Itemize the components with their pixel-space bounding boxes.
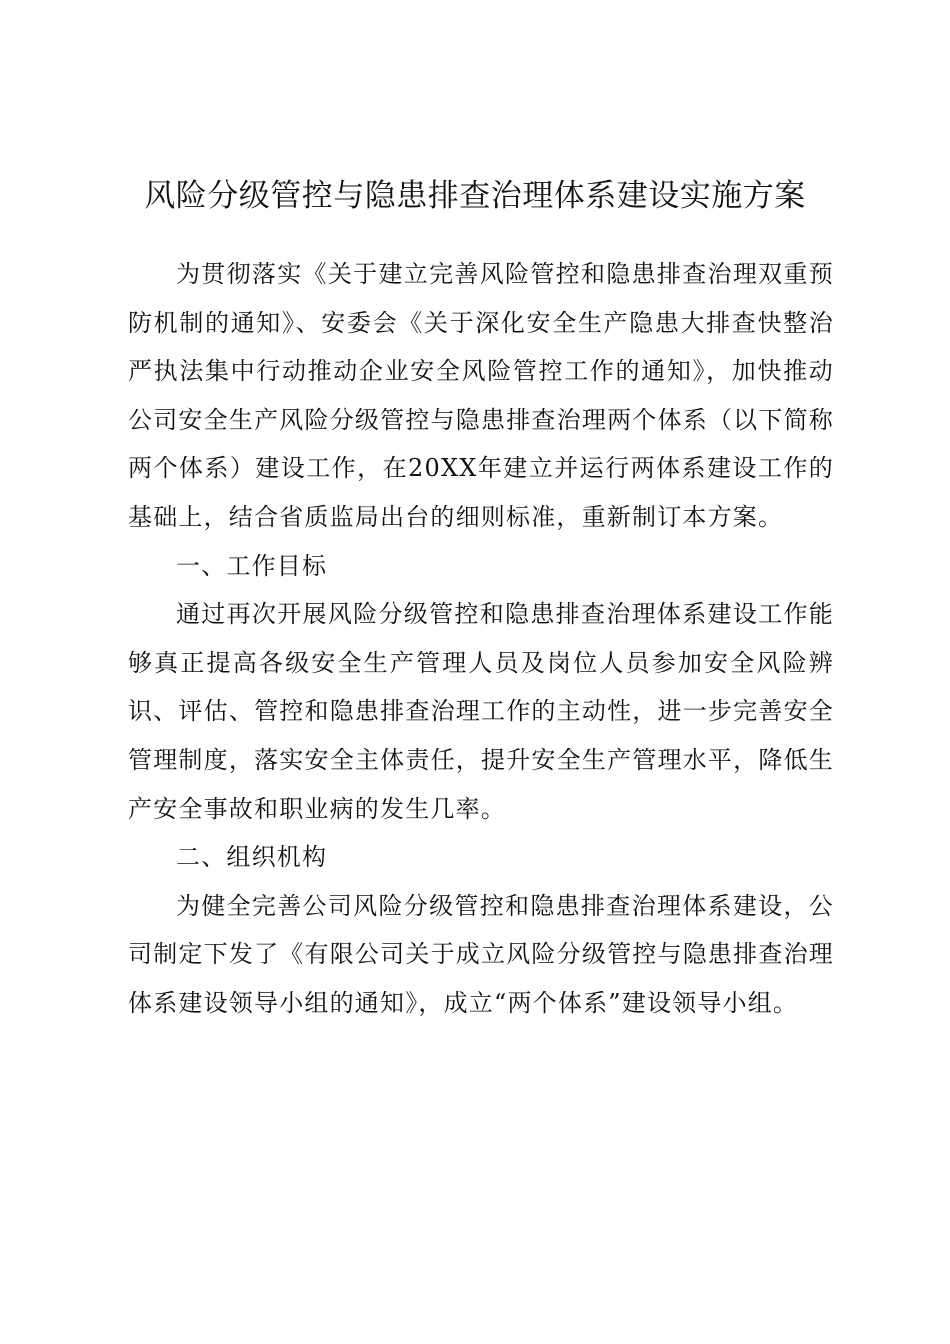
- paragraph-organization: 为健全完善公司风险分级管控和隐患排查治理体系建设，公司制定下发了《有限公司关于成立风险分级管控与隐患排查治理体系建设领导小组的通知》，成立“两个体系”建设领导小组。: [128, 891, 834, 1017]
- document-body: [128, 250, 834, 1028]
- paragraph-intro: 为贯彻落实《关于建立完善风险管控和隐患排查治理双重预防机制的通知》、安委会《关于深化安全生产隐患大排查快整治严执法集中行动推动企业安全风险管控工作的通知》，加快推动公司安全生产风险分级管控与隐患排查治理两个体系（以下简称两个体系）建设工作，在20XX年建立并运行两体系建设工作的基础上，结合省质监局出台的细则标准，重新制订本方案。: [128, 260, 834, 531]
- section-heading-goals: 一、工作目标: [176, 551, 328, 580]
- section-heading-organization: 二、组织机构: [176, 843, 328, 872]
- document-title: 风险分级管控与隐患排查治理体系建设实施方案: [144, 178, 806, 214]
- paragraph-goals: 通过再次开展风险分级管控和隐患排查治理体系建设工作能够真正提高各级安全生产管理人员及岗位人员参加安全风险辨识、评估、管控和隐患排查治理工作的主动性，进一步完善安全管理制度，落实安全主体责任，提升安全生产管理水平，降低生产安全事故和职业病的发生几率。: [128, 600, 834, 823]
